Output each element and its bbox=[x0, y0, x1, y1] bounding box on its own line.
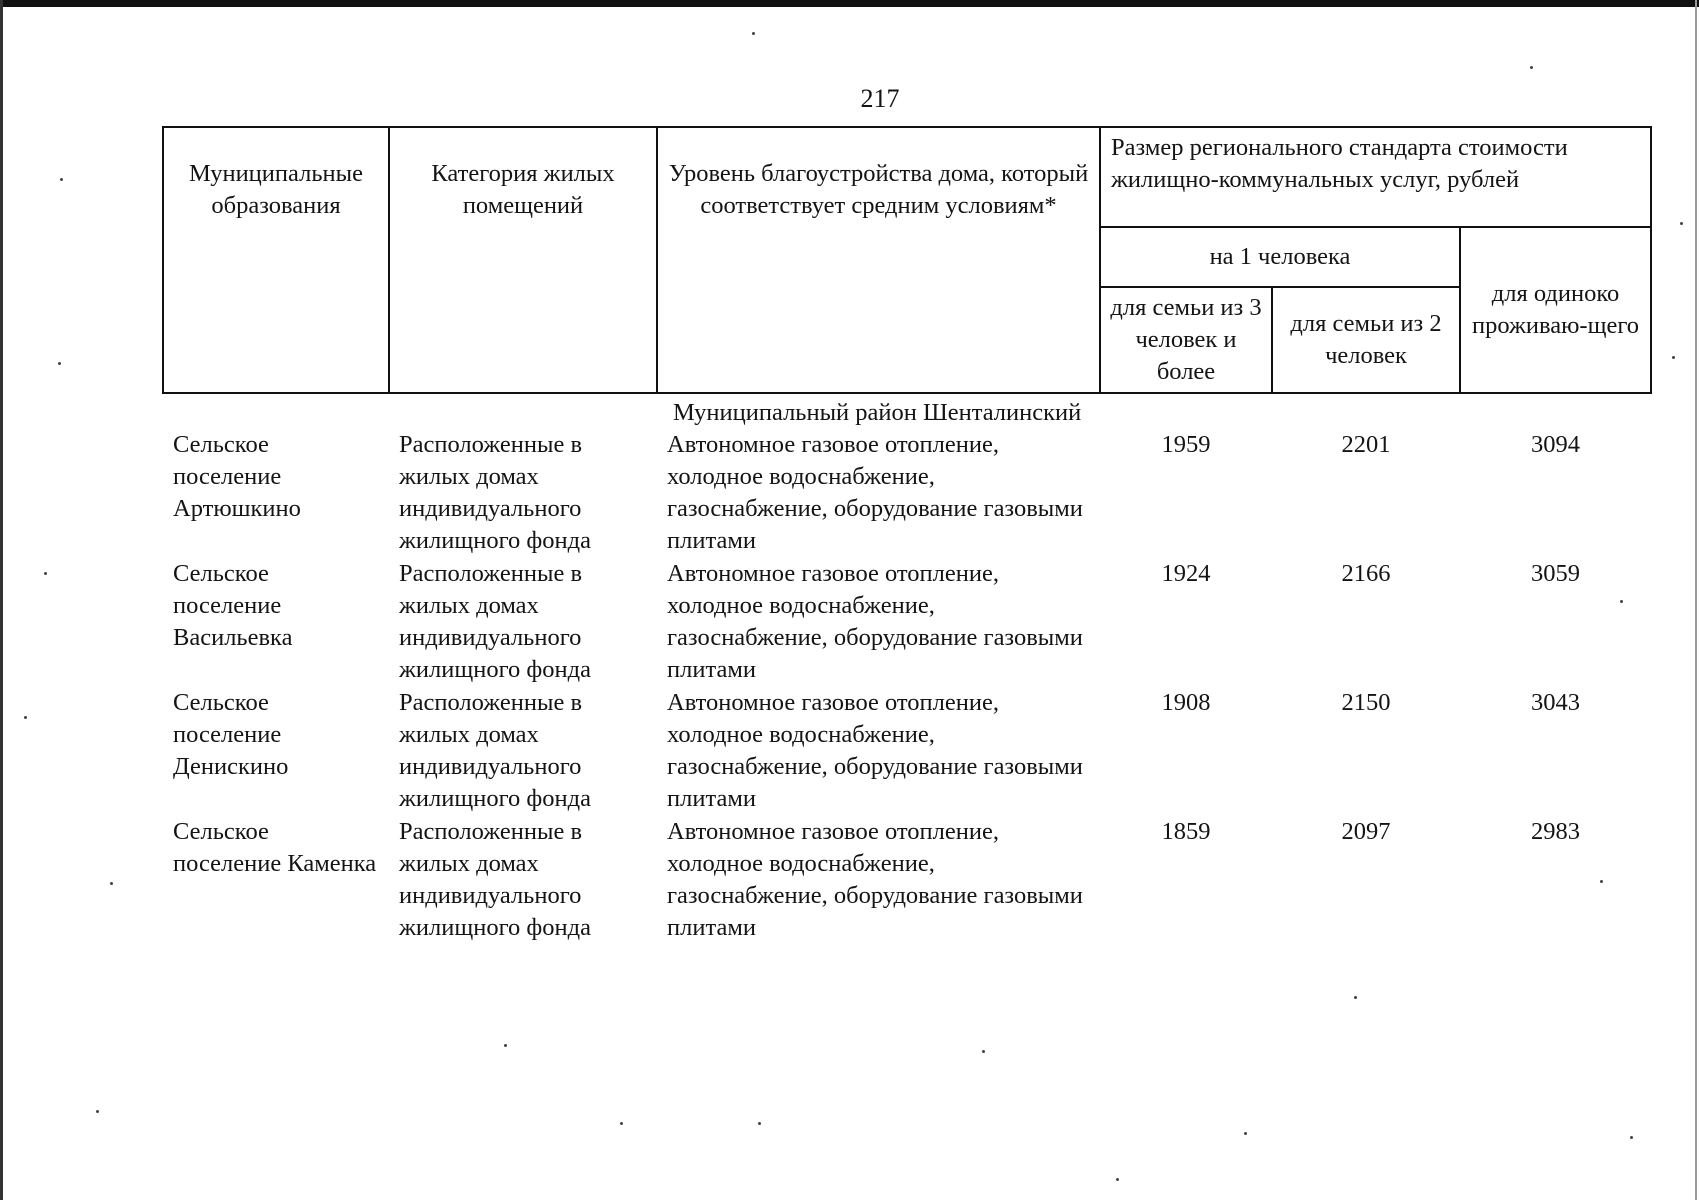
region-title: Муниципальный район Шенталинский bbox=[673, 399, 1082, 426]
table-row bbox=[163, 816, 1651, 945]
scan-speck bbox=[1244, 1132, 1247, 1135]
family3-value: 1959 bbox=[1161, 431, 1211, 458]
single-value: 3043 bbox=[1531, 689, 1580, 716]
single-value: 2983 bbox=[1531, 818, 1580, 845]
header-per-person: на 1 человека bbox=[1100, 227, 1460, 287]
category-cell: Расположенные в жилых домах индивидуального жилищного фонда bbox=[399, 560, 591, 683]
single-value: 3094 bbox=[1531, 431, 1580, 458]
table-row bbox=[163, 558, 1651, 687]
header-family-3: для семьи из 3 человек и более bbox=[1100, 287, 1272, 393]
comfort-cell: Автономное газовое отопление, холодное водоснабжение, газоснабжение, оборудование газовыми плитами bbox=[667, 689, 1083, 812]
housing-cost-standard-table bbox=[162, 126, 1652, 945]
single-value: 3059 bbox=[1531, 560, 1580, 587]
municipality-cell: Сельское поселение Денискино bbox=[173, 689, 289, 780]
header-comfort-level: Уровень благоустройства дома, который соответствует средним условиям* bbox=[657, 127, 1100, 393]
municipality-cell: Сельское поселение Васильевка bbox=[173, 560, 293, 651]
scan-speck bbox=[1680, 222, 1683, 225]
scan-top-border bbox=[0, 0, 1699, 7]
scan-speck bbox=[1116, 1178, 1119, 1181]
scan-speck bbox=[96, 1110, 99, 1113]
rates-table-wrapper bbox=[162, 126, 1650, 945]
table-row bbox=[163, 687, 1651, 816]
family2-value: 2150 bbox=[1341, 689, 1391, 716]
scan-speck bbox=[982, 1050, 985, 1053]
family2-value: 2166 bbox=[1341, 560, 1391, 587]
family2-value: 2097 bbox=[1341, 818, 1391, 845]
scan-speck bbox=[620, 1122, 623, 1125]
header-standard-size: Размер регионального стандарта стоимости жилищно-коммунальных услуг, рублей bbox=[1100, 127, 1651, 227]
table-row bbox=[163, 429, 1651, 558]
page-number: 217 bbox=[860, 84, 900, 113]
scan-speck bbox=[758, 1122, 761, 1125]
region-title-row bbox=[163, 393, 1651, 429]
family2-value: 2201 bbox=[1341, 431, 1391, 458]
scan-speck bbox=[58, 362, 61, 365]
scan-speck bbox=[504, 1044, 507, 1047]
municipality-cell: Сельское поселение Артюшкино bbox=[173, 431, 301, 522]
comfort-cell: Автономное газовое отопление, холодное водоснабжение, газоснабжение, оборудование газовыми плитами bbox=[667, 560, 1083, 683]
header-family-2: для семьи из 2 человек bbox=[1272, 287, 1460, 393]
comfort-cell: Автономное газовое отопление, холодное водоснабжение, газоснабжение, оборудование газовыми плитами bbox=[667, 818, 1083, 941]
header-municipalities: Муниципальные образования bbox=[163, 127, 389, 393]
scan-speck bbox=[1620, 600, 1623, 603]
category-cell: Расположенные в жилых домах индивидуального жилищного фонда bbox=[399, 689, 591, 812]
scan-speck bbox=[1672, 356, 1675, 359]
scan-speck bbox=[1530, 66, 1533, 69]
comfort-cell: Автономное газовое отопление, холодное водоснабжение, газоснабжение, оборудование газовыми плитами bbox=[667, 431, 1083, 554]
family3-value: 1908 bbox=[1161, 689, 1211, 716]
scan-speck bbox=[60, 178, 63, 181]
family3-value: 1924 bbox=[1161, 560, 1211, 587]
header-single: для одиноко проживаю-щего bbox=[1460, 227, 1651, 393]
scan-speck bbox=[24, 716, 27, 719]
header-category: Категория жилых помещений bbox=[389, 127, 657, 393]
scan-speck bbox=[752, 32, 755, 35]
scan-speck bbox=[110, 882, 113, 885]
municipality-cell: Сельское поселение Каменка bbox=[173, 818, 377, 877]
category-cell: Расположенные в жилых домах индивидуального жилищного фонда bbox=[399, 818, 591, 941]
category-cell: Расположенные в жилых домах индивидуального жилищного фонда bbox=[399, 431, 591, 554]
scan-left-border bbox=[0, 0, 3, 1200]
scan-right-edge bbox=[1695, 0, 1697, 1200]
scan-speck bbox=[1354, 996, 1357, 999]
scan-speck bbox=[1630, 1136, 1633, 1139]
scan-speck bbox=[1600, 880, 1603, 883]
scan-speck bbox=[44, 572, 47, 575]
family3-value: 1859 bbox=[1161, 818, 1211, 845]
